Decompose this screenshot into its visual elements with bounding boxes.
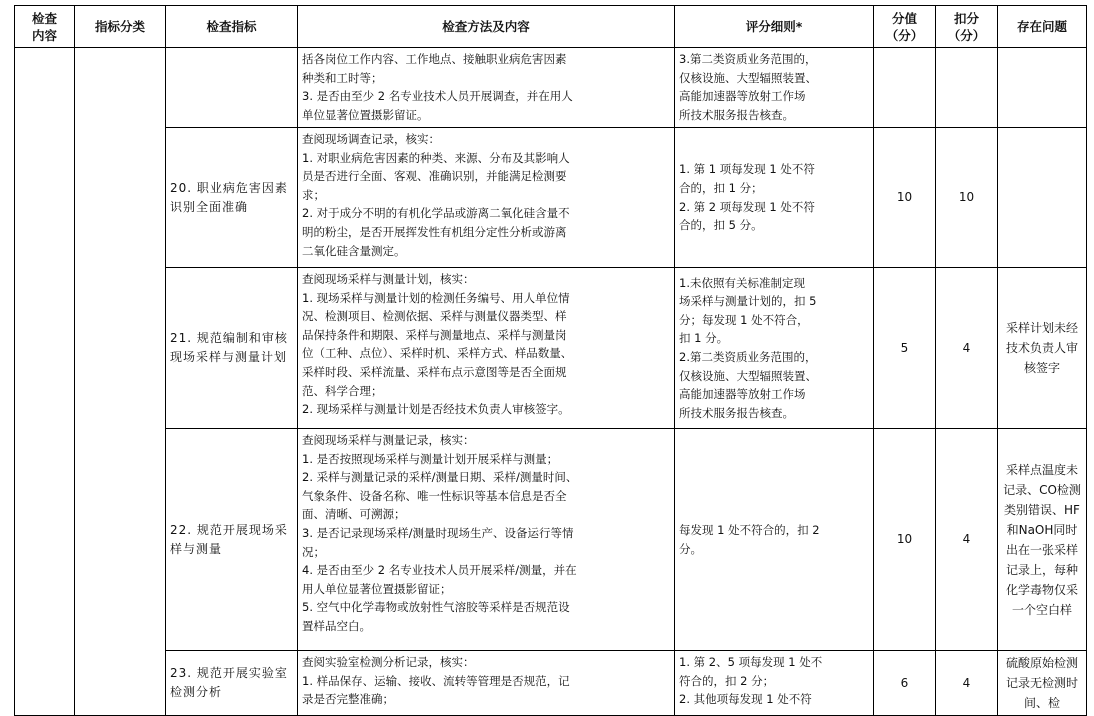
text-line: 分。 bbox=[679, 541, 702, 556]
header-issues: 存在问题 bbox=[998, 6, 1087, 48]
text-line: 仅核设施、大型辐照装置、 bbox=[679, 70, 817, 85]
text-line: 种类和工时等； bbox=[302, 70, 383, 85]
deduction-cell bbox=[936, 48, 998, 128]
text-line: 况、检测项目、检测依据、采样与测量仪器类型、样 bbox=[302, 309, 567, 324]
table-row bbox=[15, 128, 1087, 268]
indicator-category-cell bbox=[75, 48, 166, 716]
scoring-rules-cell bbox=[675, 651, 874, 716]
text-line: 单位显著位置摄影留证。 bbox=[302, 107, 429, 122]
text-line: 2. 第 2 项每发现 1 处不符 bbox=[679, 199, 815, 214]
text-line: 高能加速器等放射工作场 bbox=[679, 89, 806, 104]
text-line: 求； bbox=[302, 187, 325, 202]
table-body bbox=[15, 48, 1087, 716]
table-row bbox=[15, 48, 1087, 128]
text-line: 2. 其他项每发现 1 处不符 bbox=[679, 692, 812, 707]
scoring-rules-cell bbox=[675, 268, 874, 429]
deduction-cell: 4 bbox=[936, 268, 998, 429]
text-line: 括各岗位工作内容、工作地点、接触职业病危害因素 bbox=[302, 52, 567, 66]
scoring-rules-cell bbox=[675, 429, 874, 651]
text-line: 3.第二类资质业务范围的， bbox=[679, 52, 817, 66]
check-indicator-cell: 20. 职业病危害因素识别全面准确 bbox=[166, 128, 298, 268]
deduction-cell: 10 bbox=[936, 128, 998, 268]
text-line: 2. 对于成分不明的有机化学品或游离二氧化硅含量不 bbox=[302, 206, 570, 221]
text-line: 扣 1 分。 bbox=[679, 331, 729, 346]
header-scoring-rules: 评分细则* bbox=[675, 6, 874, 48]
text-line: 5. 空气中化学毒物或放射性气溶胶等采样是否规范设 bbox=[302, 600, 570, 615]
table-row bbox=[15, 651, 1087, 716]
text-line: 气象条件、设备名称、唯一性标识等基本信息是否全 bbox=[302, 488, 567, 503]
text-line: 合的，扣 1 分； bbox=[679, 180, 763, 195]
text-line: 所技术服务报告核查。 bbox=[679, 107, 794, 122]
check-indicator-cell: 22. 规范开展现场采样与测量 bbox=[166, 429, 298, 651]
text-line: 查阅现场采样与测量计划，核实： bbox=[302, 272, 475, 286]
scoring-rules-cell bbox=[675, 48, 874, 128]
inspection-table bbox=[14, 5, 1087, 716]
header-check-method: 检查方法及内容 bbox=[298, 6, 675, 48]
text-line: 况； bbox=[302, 544, 325, 559]
scoring-rules-cell bbox=[675, 128, 874, 268]
text-line: 置样品空白。 bbox=[302, 618, 371, 633]
text-line: 3. 是否记录现场采样/测量时现场生产、设备运行等情 bbox=[302, 525, 574, 540]
text-line: 2. 采样与测量记录的采样/测量日期、采样/测量时间、 bbox=[302, 470, 578, 485]
text-line: 合的，扣 5 分。 bbox=[679, 218, 763, 233]
text-line: 仅核设施、大型辐照装置、 bbox=[679, 368, 817, 383]
header-check-content: 检查 内容 bbox=[15, 6, 75, 48]
text-line: 2.第二类资质业务范围的， bbox=[679, 350, 817, 364]
issue-cell: 硫酸原始检测记录无检测时间、检 bbox=[998, 651, 1087, 716]
text-line: 录是否完整准确； bbox=[302, 692, 394, 707]
check-content-cell bbox=[15, 48, 75, 716]
deduction-cell: 4 bbox=[936, 429, 998, 651]
check-method-cell bbox=[298, 651, 675, 716]
text-line: 3. 是否由至少 2 名专业技术人员开展调查，并在用人 bbox=[302, 89, 573, 104]
text-line: 面、清晰、可溯源； bbox=[302, 507, 406, 522]
text-line: 1. 对职业病危害因素的种类、来源、分布及其影响人 bbox=[302, 150, 570, 165]
text-line: 1. 现场采样与测量计划的检测任务编号、用人单位情 bbox=[302, 290, 570, 305]
header-deduction: 扣分 （分） bbox=[936, 6, 998, 48]
text-line: 场采样与测量计划的，扣 5 bbox=[679, 294, 817, 309]
issue-cell bbox=[998, 128, 1087, 268]
text-line: 高能加速器等放射工作场 bbox=[679, 387, 806, 402]
check-indicator-cell: 23. 规范开展实验室检测分析 bbox=[166, 651, 298, 716]
deduction-cell: 4 bbox=[936, 651, 998, 716]
check-method-cell bbox=[298, 128, 675, 268]
text-line: 1. 是否按照现场采样与测量计划开展采样与测量； bbox=[302, 451, 559, 466]
text-line: 查阅现场调查记录，核实： bbox=[302, 132, 440, 146]
text-line: 4. 是否由至少 2 名专业技术人员开展采样/测量，并在 bbox=[302, 563, 577, 578]
text-line: 1. 第 2、5 项每发现 1 处不 bbox=[679, 655, 823, 669]
score-cell: 5 bbox=[874, 268, 936, 429]
check-indicator-cell bbox=[166, 48, 298, 128]
text-line: 查阅实验室检测分析记录，核实： bbox=[302, 655, 475, 669]
text-line: 1. 样品保存、运输、接收、流转等管理是否规范，记 bbox=[302, 673, 570, 688]
score-cell: 10 bbox=[874, 429, 936, 651]
check-method-cell bbox=[298, 429, 675, 651]
score-cell bbox=[874, 48, 936, 128]
check-method-cell bbox=[298, 268, 675, 429]
score-cell: 10 bbox=[874, 128, 936, 268]
text-line: 1.未依照有关标准制定现 bbox=[679, 275, 805, 290]
text-line: 二氧化硅含量测定。 bbox=[302, 243, 406, 258]
check-indicator-cell: 21. 规范编制和审核现场采样与测量计划 bbox=[166, 268, 298, 429]
text-line: 品保持条件和期限、采样与测量地点、采样与测量岗 bbox=[302, 327, 567, 342]
header-row bbox=[15, 6, 1087, 48]
score-cell: 6 bbox=[874, 651, 936, 716]
issue-cell: 采样计划未经技术负责人审核签字 bbox=[998, 268, 1087, 429]
text-line: 员是否进行全面、客观、准确识别，并能满足检测要 bbox=[302, 169, 567, 184]
text-line: 采样时段、采样流量、采样布点示意图等是否全面规 bbox=[302, 364, 567, 379]
check-method-cell bbox=[298, 48, 675, 128]
text-line: 符合的，扣 2 分； bbox=[679, 673, 775, 688]
text-line: 查阅现场采样与测量记录，核实： bbox=[302, 433, 475, 447]
text-line: 位（工种、点位）、采样时机、采样方式、样品数量、 bbox=[302, 346, 573, 361]
issue-cell: 采样点温度未记录、CO检测类别错误、HF和NaOH同时出在一张采样记录上，每种化学毒物仅采一个空白样 bbox=[998, 429, 1087, 651]
header-score: 分值 （分） bbox=[874, 6, 936, 48]
text-line: 每发现 1 处不符合的，扣 2 bbox=[679, 522, 820, 537]
text-line: 1. 第 1 项每发现 1 处不符 bbox=[679, 162, 815, 177]
header-check-indicator: 检查指标 bbox=[166, 6, 298, 48]
text-line: 2. 现场采样与测量计划是否经技术负责人审核签字。 bbox=[302, 402, 570, 417]
header-indicator-category: 指标分类 bbox=[75, 6, 166, 48]
issue-cell bbox=[998, 48, 1087, 128]
table-row bbox=[15, 268, 1087, 429]
table-row bbox=[15, 429, 1087, 651]
text-line: 分；每发现 1 处不符合， bbox=[679, 312, 809, 327]
text-line: 范、科学合理； bbox=[302, 383, 383, 398]
text-line: 所技术服务报告核查。 bbox=[679, 405, 794, 420]
text-line: 用人单位显著位置摄影留证； bbox=[302, 581, 452, 596]
text-line: 明的粉尘，是否开展挥发性有机组分定性分析或游离 bbox=[302, 224, 567, 239]
